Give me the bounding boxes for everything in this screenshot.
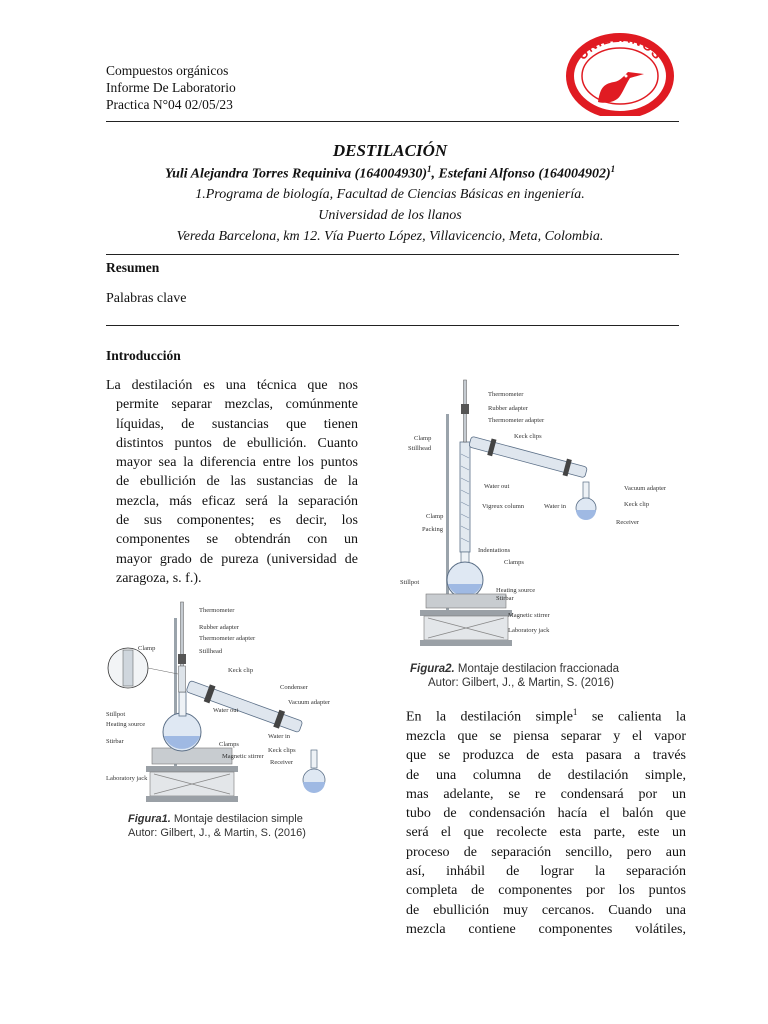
- fig1-label-heating-source: Heating source: [106, 721, 146, 728]
- intro-line: líquidas, de sustancias que tienen: [116, 416, 358, 432]
- intro-line: permite separar mezclas, comúnmente: [116, 397, 358, 413]
- fig2-label-clamps: Clamps: [504, 559, 524, 566]
- fig1-label-rubber-adapter: Rubber adapter: [199, 624, 239, 631]
- fig1-label-keck-clips: Keck clips: [268, 747, 296, 754]
- fig2-label-rubber-adapter: Rubber adapter: [488, 405, 528, 412]
- fig1-label-keck-clip: Keck clip: [228, 667, 254, 674]
- fig2-label-stillpot: Stillpot: [400, 579, 420, 586]
- figure-1-simple-distillation: [104, 598, 356, 810]
- figure-1-author: Autor: Gilbert, J., & Martin, S. (2016): [128, 827, 306, 839]
- fig1-label-receiver: Receiver: [270, 759, 294, 766]
- abstract-rule: [106, 325, 679, 326]
- affiliation-address: Vereda Barcelona, km 12. Vía Puerto López, Villavicencio, Meta, Colombia.: [176, 229, 604, 244]
- fig2-label-magnetic-stirrer: Magnetic stirrer: [508, 612, 550, 619]
- figure-1-caption: Figura1. Montaje destilacion simple Autor: Gilbert, J., & Martin, S. (2016): [128, 813, 306, 839]
- intro-line: mezcla, más eficaz será la separación: [116, 493, 358, 509]
- fig1-label-vacuum-adapter: Vacuum adapter: [288, 699, 331, 706]
- intro-line: mayor grado de pureza (universidad de: [116, 551, 358, 567]
- intro-line: mayor sea la diferencia entre los puntos: [116, 455, 358, 471]
- body-line: tubo de condensación hacía el balón que: [406, 806, 686, 822]
- fig1-label-laboratory-jack: Laboratory jack: [106, 775, 148, 782]
- fig1-label-water-out: Water out: [213, 707, 239, 714]
- figure-2-author: Autor: Gilbert, J., & Martin, S. (2016): [428, 677, 614, 689]
- fig2-label-clamp: Clamp: [414, 435, 432, 442]
- figure-2-fractional-distillation: [398, 374, 680, 658]
- header-course: Compuestos orgánicos: [106, 63, 229, 78]
- body-line: será el que recolecte esta parte, este un: [406, 825, 686, 841]
- figure-2-caption: Figura2. Montaje destilacion fraccionada Autor: Gilbert, J., & Martin, S. (2016): [410, 663, 620, 689]
- figure-1-label: Figura1.: [128, 813, 171, 825]
- keywords-label: Palabras clave: [106, 291, 187, 306]
- body-line: mezcla que se piensa separar y el vapor: [406, 728, 686, 744]
- fig2-label-thermometer-adapter: Thermometer adapter: [488, 417, 545, 424]
- fig1-label-clamps: Clamps: [219, 741, 239, 748]
- fig1-label-stillpot: Stillpot: [106, 711, 126, 718]
- intro-line: distintos puntos de ebullición. Cuanto: [116, 435, 358, 451]
- fig2-label-thermometer: Thermometer: [488, 391, 524, 398]
- body-line: En la destilación simple$^1$ se calienta la: [406, 707, 686, 725]
- body-right-paragraph: [406, 703, 686, 939]
- fig2-label-packing: Packing: [422, 526, 443, 533]
- fig1-label-magnetic-stirrer: Magnetic stirrer: [222, 753, 264, 760]
- fig2-label-receiver: Receiver: [616, 519, 640, 526]
- intro-line: zaragoza, s. f.).: [116, 570, 202, 586]
- fig1-label-stirbar: Stirbar: [106, 738, 124, 745]
- fig2-label-stirbar: Stirbar: [496, 595, 514, 602]
- body-line: así, inhábil de lograr la separación: [406, 864, 686, 880]
- fig2-label-keck-clip: Keck clip: [624, 501, 650, 508]
- fig2-label-indentations: Indentations: [478, 547, 511, 554]
- intro-paragraph: [106, 376, 358, 588]
- fig2-label-clamp-2: Clamp: [426, 513, 444, 520]
- intro-line: componentes se obtendrán con un: [116, 532, 358, 548]
- fig2-label-laboratory-jack: Laboratory jack: [508, 627, 550, 634]
- fig1-label-thermometer: Thermometer: [199, 607, 235, 614]
- author-1: Yuli Alejandra Torres Requiniva (164004930): [164, 166, 427, 182]
- paper-title: DESTILACIÓN: [332, 141, 448, 160]
- fig2-label-vigreux-column: Vigreux column: [482, 503, 525, 510]
- header-practice-date: Practica N°04 02/05/23: [106, 97, 233, 112]
- author-2: Estefani Alfonso (164004902): [438, 166, 611, 182]
- intro-line: La destilación es una técnica que nos: [106, 378, 358, 393]
- logo-text: UNILLANOS: [574, 32, 666, 63]
- fig2-label-stillhead: Stillhead: [408, 445, 432, 452]
- body-line: mas adelante, se re condensará por un: [406, 786, 686, 802]
- body-line: mezcla contiene componentes volátiles,: [406, 921, 686, 937]
- fig1-label-water-in: Water in: [268, 733, 291, 740]
- figure-2-label: Figura2.: [410, 663, 455, 675]
- fig1-label-condenser: Condenser: [280, 684, 308, 691]
- fig1-label-clamp: Clamp: [138, 645, 156, 652]
- fig2-label-keck-clips: Keck clips: [514, 433, 542, 440]
- fig1-label-stillhead: Stillhead: [199, 648, 223, 655]
- resumen-heading: Resumen: [106, 260, 160, 275]
- intro-heading: Introducción: [106, 348, 181, 363]
- fig2-label-heating-source: Heating source: [496, 587, 536, 594]
- fig1-label-thermometer-adapter: Thermometer adapter: [199, 635, 256, 642]
- body-line: de ebullición muy cercanos. Cuando una: [406, 902, 686, 918]
- body-line: que se produzca de esta pasara a través: [406, 748, 686, 764]
- affiliation-program: 1.Programa de biología, Facultad de Ciencias Básicas en ingeniería.: [195, 187, 585, 202]
- fig2-label-water-out: Water out: [484, 483, 510, 490]
- authors: Yuli Alejandra Torres Requiniva $(164004930)^1$, Estefani Alfonso $(164004902)^1$: [164, 164, 616, 182]
- title-rule: [106, 254, 679, 255]
- intro-line: de sus componentes; es decir, los: [116, 513, 358, 529]
- body-line: completa de componentes por los puntos: [406, 883, 686, 899]
- fig2-label-water-in: Water in: [544, 503, 567, 510]
- unillanos-logo: [562, 32, 678, 116]
- header-rule: [106, 121, 679, 122]
- intro-line: de ebullición de las sustancias de la: [116, 474, 358, 490]
- body-line: proceso de separación sencillo, pero aun: [406, 844, 686, 860]
- fig2-label-vacuum-adapter: Vacuum adapter: [624, 485, 667, 492]
- body-line: de una columna de destilación simple,: [406, 767, 686, 783]
- affiliation-university: Universidad de los llanos: [318, 208, 462, 223]
- header-report-type: Informe De Laboratorio: [106, 80, 236, 95]
